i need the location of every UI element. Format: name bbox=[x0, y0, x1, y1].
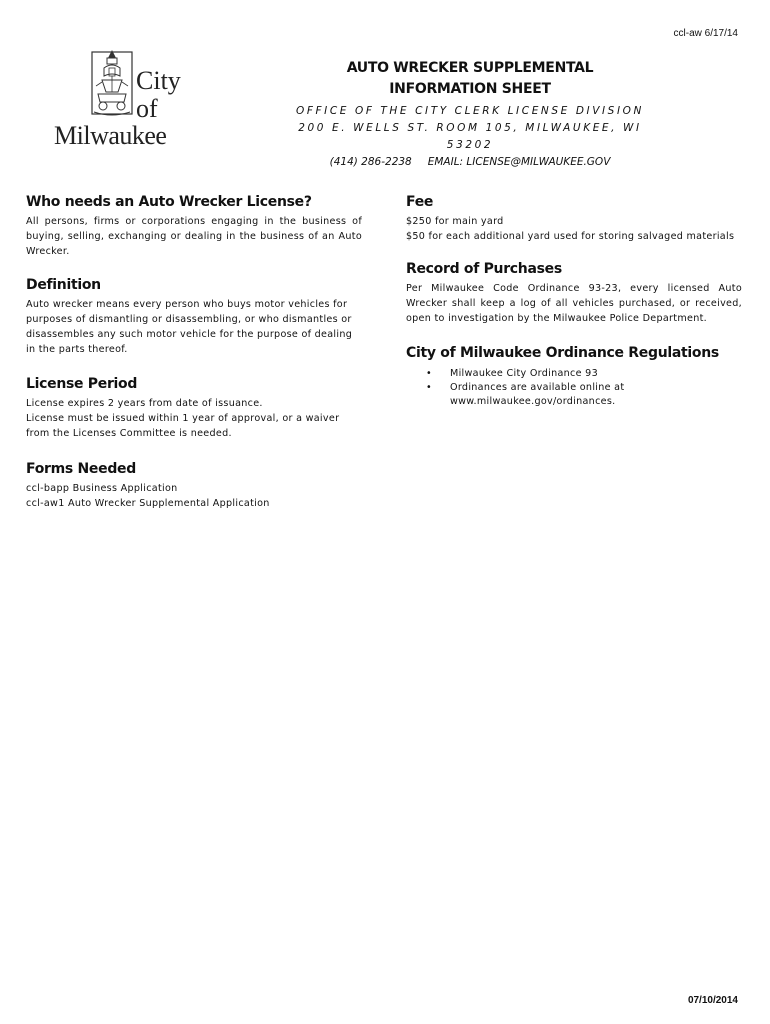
ordinance-list-item bbox=[426, 381, 742, 409]
logo-word-of: of bbox=[136, 94, 158, 123]
ordinance-item-text: Ordinances are available online at www.milwaukee.gov/ordinances. bbox=[450, 382, 625, 407]
city-of-milwaukee-logo bbox=[52, 46, 202, 158]
license-period-line: License expires 2 years from date of issuance. bbox=[26, 398, 263, 409]
office-name: OFFICE OF THE CITY CLERK LICENSE DIVISION bbox=[296, 105, 644, 117]
license-period-line: License must be issued within 1 year of approval, or a waiver bbox=[26, 413, 340, 424]
license-period-line: from the Licenses Committee is needed. bbox=[26, 428, 232, 439]
document-header bbox=[280, 58, 660, 170]
fee-line: $50 for each additional yard used for storing salvaged materials bbox=[406, 231, 735, 242]
who-needs-body: All persons, firms or corporations engaging in the business of buying, selling, exchanging or dealing in the business of an Auto Wrecker. bbox=[26, 216, 362, 257]
license-period-heading: License Period bbox=[26, 376, 138, 392]
forms-needed-body bbox=[26, 481, 362, 511]
form-item: ccl-aw1 Auto Wrecker Supplemental Application bbox=[26, 498, 270, 509]
form-item: ccl-bapp Business Application bbox=[26, 483, 178, 494]
ordinance-list bbox=[426, 367, 742, 409]
ordinance-list-item bbox=[426, 367, 742, 381]
city-seal-icon bbox=[88, 46, 136, 128]
forms-needed-heading: Forms Needed bbox=[26, 461, 136, 477]
logo-word-city: City bbox=[136, 66, 181, 95]
record-of-purchases-heading: Record of Purchases bbox=[406, 261, 562, 277]
logo-word-milwaukee: Milwaukee bbox=[54, 121, 167, 150]
license-period-body bbox=[26, 396, 362, 441]
ordinance-item-text: Milwaukee City Ordinance 93 bbox=[450, 368, 598, 379]
document-title-line-1: AUTO WRECKER SUPPLEMENTAL bbox=[346, 60, 594, 76]
ordinance-regulations-heading: City of Milwaukee Ordinance Regulations bbox=[406, 345, 719, 361]
fee-body bbox=[406, 214, 742, 244]
email-address: EMAIL: LICENSE@MILWAUKEE.GOV bbox=[427, 156, 611, 168]
record-of-purchases-body: Per Milwaukee Code Ordinance 93-23, every licensed Auto Wrecker shall keep a log of all vehicles purchased, or received, open to investigation by the Milwaukee Police Department. bbox=[406, 283, 742, 324]
bullet-icon: • bbox=[426, 382, 432, 393]
bullet-icon: • bbox=[426, 368, 432, 379]
left-column bbox=[26, 192, 362, 511]
contact-info bbox=[280, 154, 660, 170]
fee-heading: Fee bbox=[406, 194, 434, 210]
definition-body: Auto wrecker means every person who buys motor vehicles for purposes of dismantling or disassembling, or who dismantles or disassembles any such motor vehicle for the purpose of dealing in the parts thereof. bbox=[26, 299, 353, 355]
office-address: 200 E. WELLS ST. ROOM 105, MILWAUKEE, WI 53202 bbox=[298, 122, 642, 151]
document-title-line-2: INFORMATION SHEET bbox=[389, 81, 551, 97]
who-needs-heading: Who needs an Auto Wrecker License? bbox=[26, 194, 312, 210]
phone-number: (414) 286-2238 bbox=[329, 156, 412, 168]
footer-date: 07/10/2014 bbox=[687, 995, 738, 1006]
fee-line: $250 for main yard bbox=[406, 216, 504, 227]
form-code: ccl-aw 6/17/14 bbox=[673, 28, 738, 39]
right-column bbox=[406, 192, 742, 409]
definition-heading: Definition bbox=[26, 277, 101, 293]
